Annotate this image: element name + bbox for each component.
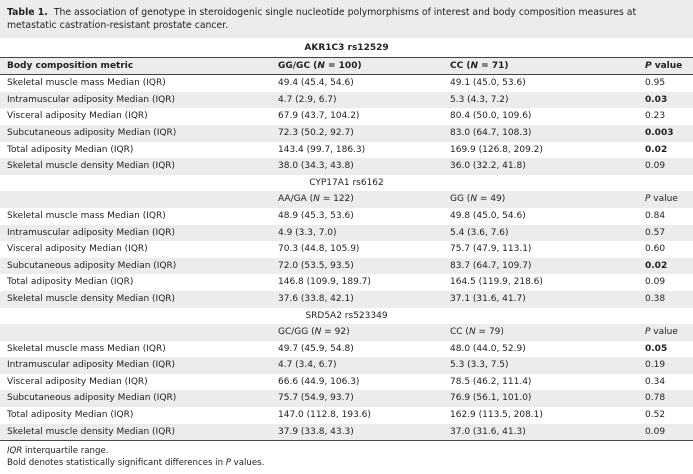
table-row: [0, 125, 693, 142]
pvalue-cell: 0.03: [645, 92, 693, 109]
group2-cell: 162.9 (113.5, 208.1): [450, 410, 543, 421]
table-row: [0, 374, 693, 391]
metric-cell: Skeletal muscle mass Median (IQR): [7, 343, 166, 354]
table-row: [0, 158, 693, 175]
gene-name: AKR1C3 rs12529: [304, 43, 389, 53]
group1-cell: 37.9 (33.8, 43.3): [277, 424, 449, 441]
caption-text: The association of genotype in steroidogenic single nucleotide polymorphisms of interest and body composition measures at metastatic castration-resistant prostate cancer.: [7, 7, 637, 31]
metric-cell: Intramuscular adiposity Median (IQR): [0, 225, 277, 242]
metric-cell: Total adiposity Median (IQR): [7, 410, 134, 421]
header-group1: AA/GA (N = 122): [277, 191, 449, 208]
group1-cell: 146.8 (109.9, 189.7): [278, 277, 371, 288]
metric-cell: Visceral adiposity Median (IQR): [7, 244, 148, 255]
metric-cell: Subcutaneous adiposity Median (IQR): [0, 390, 277, 407]
pvalue-cell: 0.19: [645, 357, 693, 374]
table-row: [0, 225, 693, 242]
metric-cell: Skeletal muscle mass Median (IQR): [7, 210, 166, 221]
pvalue-cell: 0.78: [645, 390, 693, 407]
group2-cell: 5.3 (4.3, 7.2): [449, 92, 645, 109]
footnote-iqr-text: interquartile range.: [22, 446, 109, 456]
table-row: [0, 341, 693, 358]
results-table: [0, 40, 693, 441]
pvalue-cell: 0.09: [645, 424, 693, 441]
header-pvalue: P value: [645, 324, 693, 341]
header-metric: Body composition metric: [0, 57, 277, 75]
group2-cell: 164.5 (119.9, 218.6): [450, 277, 543, 288]
table-row: [0, 208, 693, 225]
gene-name: SRD5A2 rs523349: [305, 310, 388, 321]
group2-cell: 48.0 (44.0, 52.9): [450, 343, 526, 354]
footnote-bold-post: values.: [230, 458, 265, 468]
pvalue-cell: 0.02: [645, 258, 693, 275]
group1-cell: 38.0 (34.3, 43.8): [277, 158, 449, 175]
group2-cell: 75.7 (47.9, 113.1): [450, 244, 532, 255]
gene-row: [0, 40, 693, 57]
gene-row: [0, 175, 693, 192]
group2-cell: 83.7 (64.7, 109.7): [449, 258, 645, 275]
header-pvalue: P value: [645, 57, 693, 75]
group2-cell: 37.1 (31.6, 41.7): [449, 291, 645, 308]
footnote-iqr: [7, 446, 108, 457]
metric-cell: Skeletal muscle density Median (IQR): [0, 424, 277, 441]
metric-cell: Total adiposity Median (IQR): [7, 277, 134, 288]
footnote-bold: [7, 458, 264, 469]
metric-cell: Subcutaneous adiposity Median (IQR): [0, 258, 277, 275]
footnote-bold-p: P: [225, 458, 231, 468]
pvalue-cell: 0.05: [645, 343, 668, 354]
header-group2: GG (N = 49): [449, 191, 645, 208]
group2-cell: 83.0 (64.7, 108.3): [449, 125, 645, 142]
gene-name: CYP17A1 rs6162: [309, 177, 384, 188]
caption-block: [0, 0, 693, 38]
metric-cell: Skeletal muscle density Median (IQR): [0, 158, 277, 175]
metric-cell: Visceral adiposity Median (IQR): [7, 111, 148, 122]
group1-cell: 66.6 (44.9, 106.3): [278, 376, 360, 387]
group2-cell: 49.1 (45.0, 53.6): [450, 78, 526, 89]
table-row: [0, 390, 693, 407]
pvalue-cell: 0.23: [645, 111, 666, 122]
footnote-bold-pre: Bold denotes statistically significant differences in: [7, 458, 226, 468]
group2-cell: 169.9 (126.8, 209.2): [450, 144, 543, 155]
pvalue-cell: 0.84: [645, 210, 666, 221]
gene-row: [0, 308, 693, 325]
column-header-row: [0, 191, 693, 208]
metric-cell: Skeletal muscle mass Median (IQR): [7, 78, 166, 89]
pvalue-cell: 0.09: [645, 277, 666, 288]
pvalue-cell: 0.34: [645, 376, 666, 387]
group1-cell: 143.4 (99.7, 186.3): [278, 144, 366, 155]
table-row: [0, 75, 693, 92]
header-metric: [0, 191, 277, 208]
table-row: [0, 92, 693, 109]
pvalue-cell: 0.003: [645, 125, 693, 142]
group2-cell: 78.5 (46.2, 111.4): [450, 376, 532, 387]
metric-cell: Intramuscular adiposity Median (IQR): [0, 92, 277, 109]
group2-cell: 37.0 (31.6, 41.3): [449, 424, 645, 441]
footnote-iqr-abbrev: IQR: [7, 446, 23, 456]
pvalue-cell: 0.38: [645, 291, 693, 308]
group1-cell: 147.0 (112.8, 193.6): [278, 410, 371, 421]
metric-cell: Intramuscular adiposity Median (IQR): [0, 357, 277, 374]
metric-cell: Skeletal muscle density Median (IQR): [0, 291, 277, 308]
group1-cell: 49.4 (45.4, 54.6): [278, 78, 354, 89]
pvalue-cell: 0.02: [645, 144, 668, 155]
group1-cell: 49.7 (45.9, 54.8): [278, 343, 354, 354]
table-row: [0, 241, 693, 258]
pvalue-cell: 0.52: [645, 410, 666, 421]
pvalue-cell: 0.57: [645, 225, 693, 242]
header-group2: CC (N = 79): [449, 324, 645, 341]
table-row: [0, 407, 693, 424]
caption-label: Table 1.: [7, 7, 48, 18]
group1-cell: 72.0 (53.5, 93.5): [277, 258, 449, 275]
group1-cell: 67.9 (43.7, 104.2): [278, 111, 360, 122]
table-row: [0, 108, 693, 125]
group1-cell: 72.3 (50.2, 92.7): [277, 125, 449, 142]
table-row: [0, 274, 693, 291]
group2-cell: 5.3 (3.3, 7.5): [449, 357, 645, 374]
group1-cell: 4.7 (2.9, 6.7): [277, 92, 449, 109]
table-caption: [7, 6, 687, 32]
group2-cell: 36.0 (32.2, 41.8): [449, 158, 645, 175]
header-group1: GG/GC (N = 100): [277, 57, 449, 75]
header-group2: CC (N = 71): [449, 57, 645, 75]
group2-cell: 49.8 (45.0, 54.6): [450, 210, 526, 221]
header-group1: GC/GG (N = 92): [277, 324, 449, 341]
group2-cell: 76.9 (56.1, 101.0): [449, 390, 645, 407]
pvalue-cell: 0.09: [645, 158, 693, 175]
header-metric: [0, 324, 277, 341]
column-header-row: [0, 324, 693, 341]
pvalue-cell: 0.60: [645, 244, 666, 255]
group1-cell: 4.7 (3.4, 6.7): [277, 357, 449, 374]
group1-cell: 48.9 (45.3, 53.6): [278, 210, 354, 221]
column-header-row: [0, 57, 693, 75]
metric-cell: Total adiposity Median (IQR): [7, 144, 134, 155]
metric-cell: Visceral adiposity Median (IQR): [7, 376, 148, 387]
table-row: [0, 142, 693, 159]
group1-cell: 70.3 (44.8, 105.9): [278, 244, 360, 255]
metric-cell: Subcutaneous adiposity Median (IQR): [0, 125, 277, 142]
table-row: [0, 424, 693, 441]
table-row: [0, 291, 693, 308]
table-row: [0, 357, 693, 374]
pvalue-cell: 0.95: [645, 78, 666, 89]
group1-cell: 75.7 (54.9, 93.7): [277, 390, 449, 407]
group2-cell: 5.4 (3.6, 7.6): [449, 225, 645, 242]
group1-cell: 4.9 (3.3, 7.0): [277, 225, 449, 242]
group2-cell: 80.4 (50.0, 109.6): [450, 111, 532, 122]
group1-cell: 37.6 (33.8, 42.1): [277, 291, 449, 308]
header-pvalue: P value: [645, 191, 693, 208]
table-row: [0, 258, 693, 275]
